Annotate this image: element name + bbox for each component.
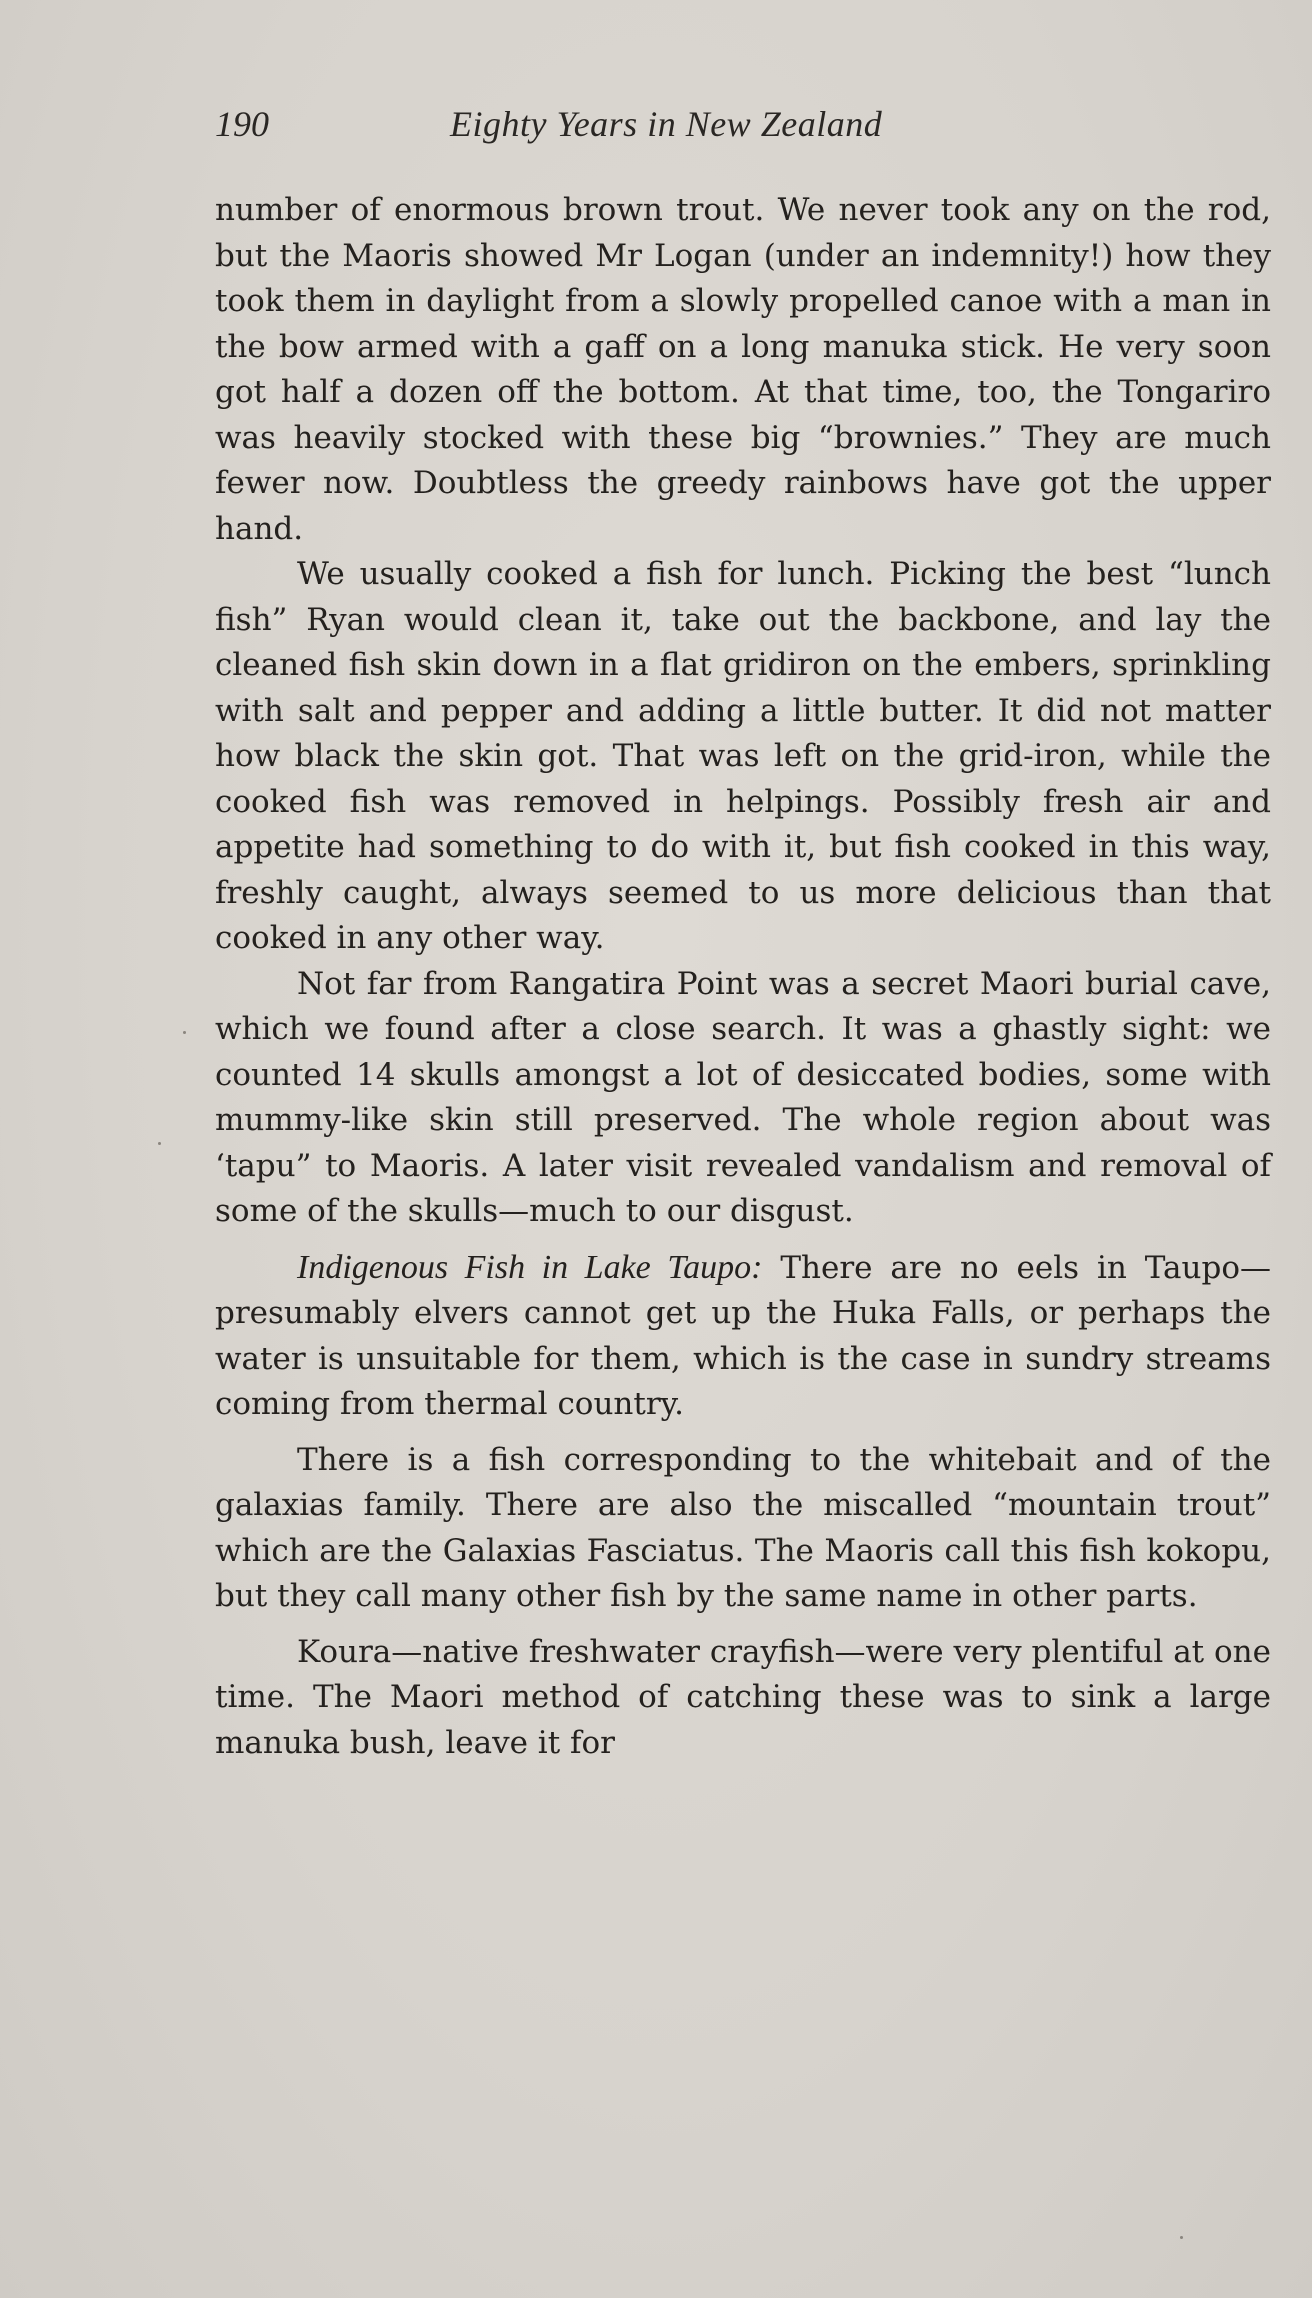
running-title: Eighty Years in New Zealand <box>450 104 883 144</box>
paragraph-text: Not far from Rangatira Point was a secret Maori burial cave, which we found after a close search. It was a ghastly sight: we counted 14 skulls amongst a lot of desiccated bodies, some with mummy-like skin still preserved. The whole region about was ‘tapu” to Maoris. A later visit revealed vandalism and removal of some of the skulls—much to our disgust. <box>215 965 1271 1229</box>
paper-speck <box>183 1031 186 1034</box>
paragraph-brown-trout <box>215 188 1271 552</box>
paragraph-text: There are no eels in Taupo—presumably elvers cannot get up the Huka Falls, or perhaps the water is unsuitable for them, which is the case in sundry streams coming from thermal country. <box>215 1249 1271 1422</box>
page-number: 190 <box>215 104 269 144</box>
paragraph-text: There is a fish corresponding to the whitebait and of the galaxias family. There are also the miscalled “mountain trout” which are the Galaxias Fasciatus. The Maoris call this fish kokopu, but they call many other fish by the same name in other parts. <box>215 1441 1271 1614</box>
paragraph-text: number of enormous brown trout. We never took any on the rod, but the Maoris showed Mr Logan (under an indemnity!) how they took them in daylight from a slowly propelled canoe with a man in the bow armed with a gaff on a long manuka stick. He very soon got half a dozen off the bottom. At that time, too, the Tongariro was heavily stocked with these big “brownies.” They are much fewer now. Doubtless the greedy rainbows have got the upper hand. <box>215 192 1271 547</box>
body-text <box>215 188 1271 1766</box>
section-heading: Indigenous Fish in Lake Taupo: <box>297 1248 763 1286</box>
paper-speck <box>158 1142 161 1145</box>
paragraph-indigenous-fish <box>215 1245 1271 1428</box>
page-header <box>215 103 1045 149</box>
paragraph-text: We usually cooked a fish for lunch. Picking the best “lunch fish” Ryan would clean it, take out the backbone, and lay the cleaned fish skin down in a flat gridiron on the embers, sprinkling with salt and pepper and adding a little butter. It did not matter how black the skin got. That was left on the grid-iron, while the cooked fish was removed in helpings. Possibly fresh air and appetite had something to do with it, but fish cooked in this way, freshly caught, always seemed to us more delicious than that cooked in any other way. <box>215 556 1271 956</box>
paper-speck <box>1180 2236 1183 2239</box>
paragraph-cooking-fish <box>215 552 1271 962</box>
paragraph-koura <box>215 1630 1271 1767</box>
paragraph-text: Koura—native freshwater crayfish—were very plentiful at one time. The Maori method of catching these was to sink a large manuka bush, leave it for <box>215 1633 1271 1761</box>
paragraph-burial-cave <box>215 962 1271 1235</box>
paragraph-galaxias <box>215 1438 1271 1620</box>
